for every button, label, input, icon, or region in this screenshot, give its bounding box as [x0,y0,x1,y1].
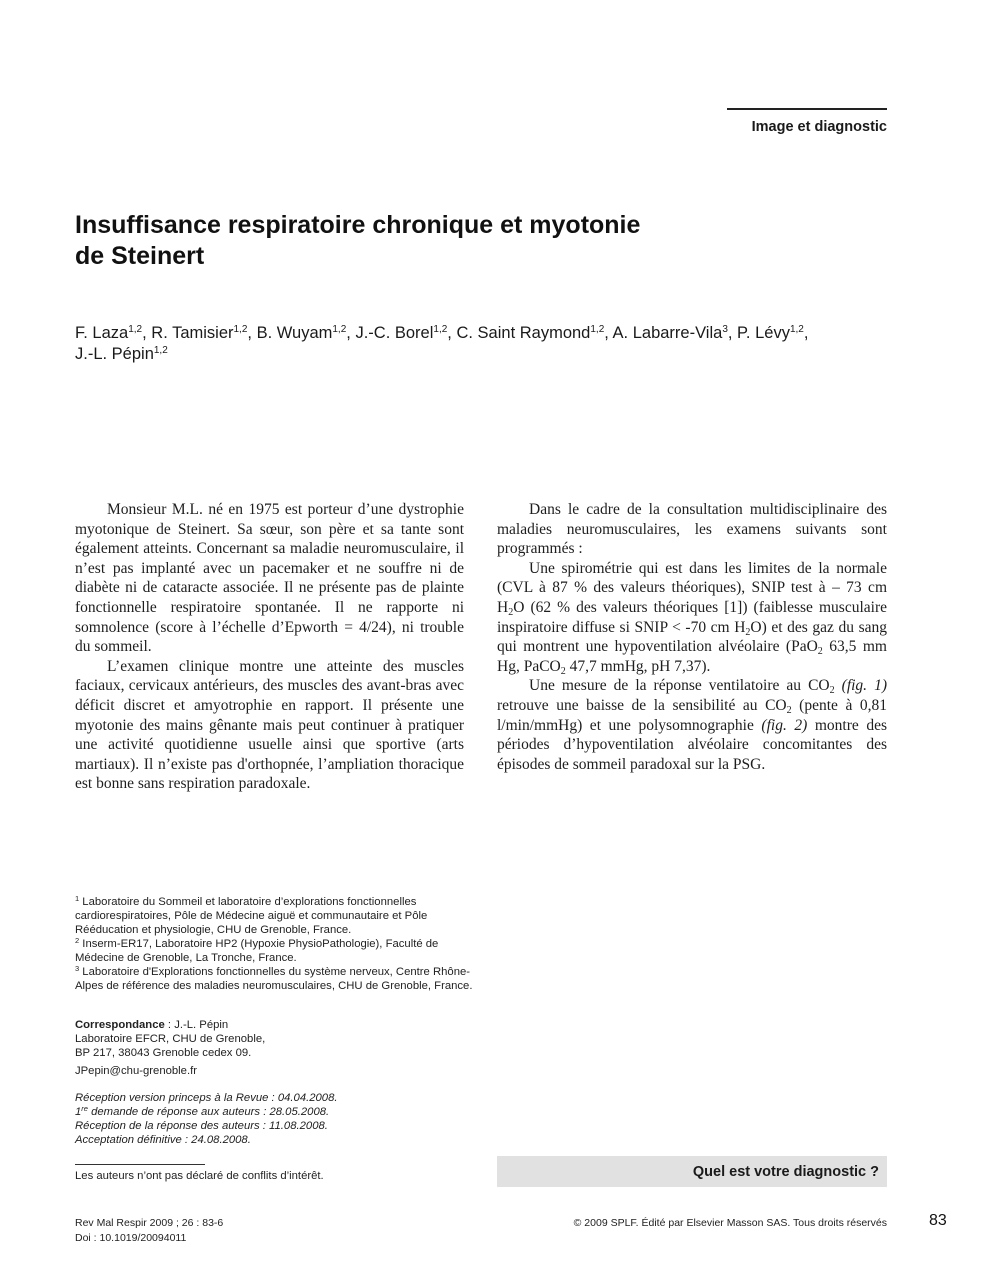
body-column-right [497,500,887,774]
author: P. Lévy$^{1,2}$, [737,324,809,342]
diagnosis-prompt [497,1156,887,1187]
affiliation: $^3$ Laboratoire d'Explorations fonctionnelles du système nerveux, Centre Rhône-Alpes de référence des maladies neuromusculaires, CHU de Grenoble, France. [75,964,473,992]
body-column-left [75,500,464,794]
paragraph: Une mesure de la réponse ventilatoire au $CO_2$ (fig. 1) retrouve une baisse de la sensibilité au $CO_2$ (pente à 0,81 l/min/mmHg) et une polysomnographie (fig. 2) montre des périodes d’hypoventilation alvéolaire concomitantes des épisodes de sommeil paradoxal sur la PSG. [497,677,888,773]
author-list [75,323,895,365]
correspondance-label: Correspondance [75,1019,165,1031]
figure-reference[interactable]: (fig. 1) [841,677,888,695]
author: J.-L. Pépin$^{1,2}$ [75,345,168,363]
title-line-2: de Steinert [75,242,205,270]
paragraph: L’examen clinique montre une atteinte des muscles faciaux, cervicaux antérieurs, des muscles des avant-bras avec déficit discret et amyotrophie en rapport. Il présente une myotonie des mains gênante mais peut continuer à pratiquer une activité quotidienne usuelle ainsi que sportive (arts martiaux). Il n’existe pas d'orthopnée, l’ampliation thoracique est bonne sans respiration paradoxale. [75,657,464,793]
affiliation: $^2$ Inserm-ER17, Laboratoire HP2 (Hypoxie PhysioPathologie), Faculté de Médecine de Grenoble, La Tronche, France. [75,936,439,964]
paragraph: Monsieur M.L. né en 1975 est porteur d’une dystrophie myotonique de Steinert. Sa sœur, son père et sa tante sont également atteints. Concernant sa maladie neuromusculaire, il n’est pas implanté avec un pacemaker et ne souffre ni de diabète ni de cataracte associée. Il ne présente pas de plainte fonctionnelle respiratoire spontanée. Il ne rapporte ni somnolence (score à l’échelle d’Epworth = 4/24), ni trouble du sommeil. [75,501,464,656]
author: C. Saint Raymond$^{1,2}$, [456,324,613,342]
journal-info [75,1216,223,1246]
diagnosis-prompt-text: Quel est votre diagnostic ? [692,1163,879,1180]
author: R. Tamisier$^{1,2}$, [151,324,257,342]
title-line-1: Insuffisance respiratoire chronique et myotonie [75,211,641,239]
author: B. Wuyam$^{1,2}$, [256,324,356,342]
copyright: © 2009 SPLF. Édité par Elsevier Masson SAS. Tous droits réservés [573,1217,887,1229]
email-link[interactable]: JPepin@chu-grenoble.fr [75,1065,197,1077]
affiliation: $^1$ Laboratoire du Sommeil et laboratoire d’explorations fonctionnelles cardiorespiratoires, Pôle de Médecine aiguë et communautaire et Pôle Rééducation et physiologie, CHU de Grenoble, France. [75,894,428,936]
review-dates: Réception version princeps à la Revue : 04.04.2008. 1re demande de réponse aux auteurs : 28.05.2008. Réception de la réponse des auteurs : 11.08.2008. Acceptation définitive : 24.08.2008. [75,1092,338,1146]
journal-citation: Rev Mal Respir 2009 ; 26 : 83-6 [75,1217,224,1229]
address-line: BP 217, 38043 Grenoble cedex 09. [75,1047,252,1059]
doi: Doi : 10.1019/20094011 [75,1232,187,1244]
footnote-rule [75,1164,205,1165]
conflicts-statement: Les auteurs n’ont pas déclaré de conflits d’intérêt. [75,1170,324,1182]
header-rule [727,108,887,110]
author: A. Labarre-Vila$^3$, [612,324,738,342]
figure-reference[interactable]: (fig. 2) [761,716,808,734]
author: J.-C. Borel$^{1,2}$, [355,324,457,342]
paragraph: Dans le cadre de la consultation multidisciplinaire des maladies neuromusculaires, les examens suivants sont programmés : [497,501,887,558]
affiliations [75,895,475,993]
correspondance: Correspondance : J.-L. Pépin Laboratoire EFCR, CHU de Grenoble, BP 217, 38043 Grenoble cedex 09. [75,1018,475,1060]
author: F. Laza$^{1,2}$, [75,324,152,342]
article-title [75,210,835,272]
section-label: Image et diagnostic [751,119,887,135]
page-number: 83 [929,1212,947,1229]
paragraph: Une spirométrie qui est dans les limites de la normale (CVL à 87 % des valeurs théoriques), SNIP test à – 73 cm $H_2O$ (62 % des valeurs théoriques [1]) (faiblesse musculaire inspiratoire diffuse si SNIP < -70 cm $H_2O$) et des gaz du sang qui montrent une hypoventilation alvéolaire (PaO$_2$ 63,5 mm Hg, PaCO$_2$ 47,7 mmHg, pH 7,37). [497,559,887,677]
address-line: Laboratoire EFCR, CHU de Grenoble, [75,1033,266,1045]
